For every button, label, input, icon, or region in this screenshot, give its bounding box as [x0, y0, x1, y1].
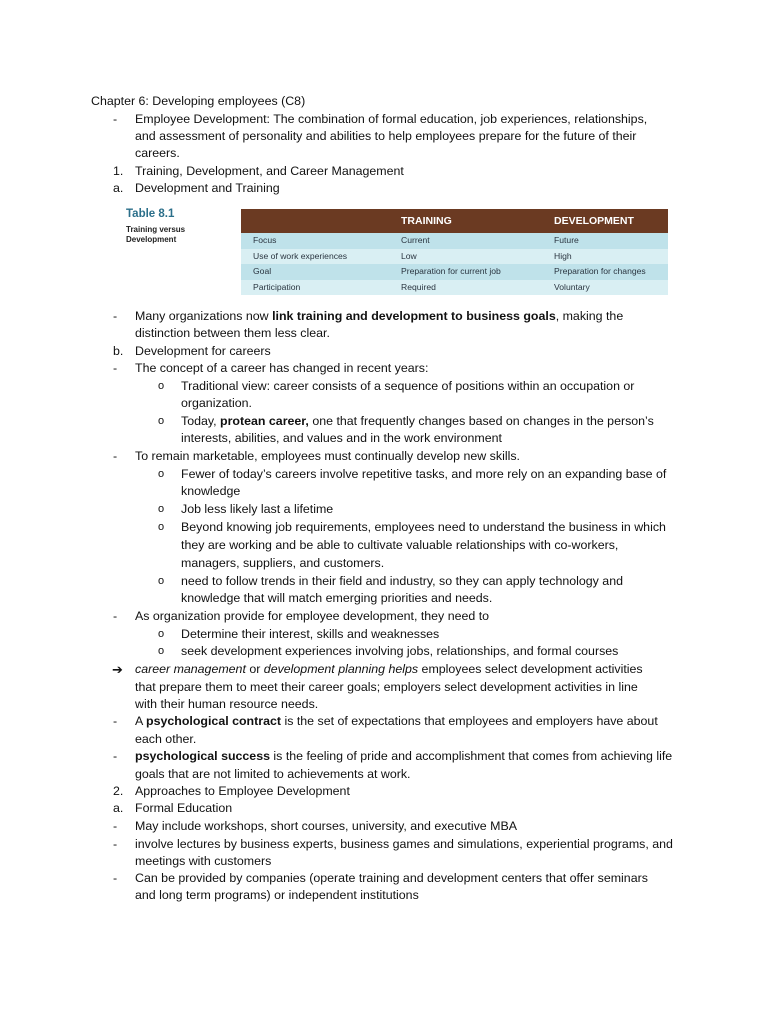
marketable-item-3-line-2: they are working and be able to cultivate valuable relationships with co-workers, — [181, 538, 619, 552]
career-concept-intro: The concept of a career has changed in recent years: — [135, 361, 429, 375]
traditional-view-line-2: organization. — [181, 396, 252, 410]
formal-education-item-2-line-2: meetings with customers — [135, 854, 272, 868]
circle-bullet: o — [158, 575, 165, 587]
table-header — [241, 209, 668, 233]
subsection-1a-title: Development and Training — [135, 181, 280, 195]
circle-bullet: o — [158, 380, 165, 392]
training-cell: Current — [401, 235, 430, 245]
training-cell: Required — [401, 281, 436, 292]
emphasis: link training and development to business goals — [272, 309, 556, 323]
row-label: Goal — [253, 266, 272, 276]
org-development-intro: As organization provide for employee development, they need to — [135, 609, 490, 623]
career-management-line-3: with their human resource needs. — [135, 697, 319, 711]
training-cell: Preparation for current job — [401, 266, 501, 276]
development-cell: High — [554, 250, 572, 261]
table-row — [241, 264, 668, 280]
arrow-icon: ➔ — [112, 662, 123, 677]
development-cell: Future — [554, 235, 579, 245]
row-label: Participation — [253, 281, 301, 292]
dash-marker: - — [113, 449, 118, 463]
circle-bullet: o — [158, 415, 165, 427]
table-title: Table 8.1 — [126, 208, 175, 220]
row-label: Focus — [253, 235, 277, 245]
emphasis: psychological contract — [146, 714, 281, 728]
formal-education-item-3-line-2: and long term programs) or independent institutions — [135, 888, 419, 902]
table-row — [241, 233, 668, 249]
training-vs-development-table — [241, 209, 668, 295]
row-label: Use of work experiences — [253, 250, 348, 261]
dash-marker: - — [113, 819, 118, 833]
formal-education-item-2-line-1: involve lectures by business experts, business games and simulations, experiential programs, and — [135, 837, 673, 851]
marketable-item-3-line-1: Beyond knowing job requirements, employees need to understand the business in which — [181, 520, 666, 534]
definition-line-2: and assessment of personality and abilities to help employees prepare for the future of their — [135, 129, 637, 143]
dash-marker: - — [113, 309, 118, 323]
dash-marker: - — [113, 112, 118, 126]
marketable-item-1-line-2: knowledge — [181, 484, 241, 498]
subsection-2a-title: Formal Education — [135, 801, 233, 815]
table-caption — [126, 207, 196, 245]
marketable-intro: To remain marketable, employees must continually develop new skills. — [135, 449, 520, 463]
career-management-line-1: career management or development planning helps employees select development activities — [135, 662, 643, 676]
marketable-item-3-line-3: managers, suppliers, and customers. — [181, 556, 385, 570]
marketable-item-4-line-1: need to follow trends in their field and industry, so they can apply technology and — [181, 574, 623, 588]
header-training: TRAINING — [401, 215, 452, 227]
psychological-success-line-2: goals that are not limited to achievements at work. — [135, 767, 411, 781]
psychological-contract-line-2: each other. — [135, 732, 197, 746]
header-development: DEVELOPMENT — [554, 215, 634, 227]
circle-bullet: o — [158, 645, 165, 657]
psychological-contract-line-1: A psychological contract is the set of expectations that employees and employers have about — [135, 714, 658, 728]
dash-marker: - — [113, 871, 118, 885]
definition-line-1: Employee Development: The combination of formal education, job experiences, relationships, — [135, 112, 648, 126]
link-training-line-1: Many organizations now link training and development to business goals, making the — [135, 309, 624, 323]
marketable-item-4-line-2: knowledge that will match emerging priorities and needs. — [181, 591, 493, 605]
training-cell: Low — [401, 250, 417, 261]
protean-career-line-1: Today, protean career, one that frequently changes based on changes in the person’s — [181, 414, 654, 428]
subsection-letter: a. — [113, 181, 124, 195]
circle-bullet: o — [158, 628, 165, 640]
section-1-title: Training, Development, and Career Management — [135, 164, 404, 178]
formal-education-item-1: May include workshops, short courses, university, and executive MBA — [135, 819, 517, 833]
circle-bullet: o — [158, 468, 165, 480]
dash-marker: - — [113, 749, 118, 763]
table-row — [241, 249, 668, 265]
table-subtitle: Training versus Development — [126, 225, 186, 244]
marketable-item-2: Job less likely last a lifetime — [181, 502, 334, 516]
dash-marker: - — [113, 361, 118, 375]
subsection-letter: a. — [113, 801, 124, 815]
subsection-letter: b. — [113, 344, 124, 358]
table-row — [241, 280, 668, 296]
development-cell: Preparation for changes — [554, 266, 646, 276]
subsection-1b-title: Development for careers — [135, 344, 271, 358]
formal-education-item-3-line-1: Can be provided by companies (operate training and development centers that offer seminars — [135, 871, 648, 885]
circle-bullet: o — [158, 503, 165, 515]
section-number: 1. — [113, 164, 124, 178]
italic-term: career management — [135, 662, 246, 676]
org-development-item-1: Determine their interest, skills and weaknesses — [181, 627, 440, 641]
career-management-line-2: that prepare them to meet their career goals; employers select development activities in line — [135, 680, 638, 694]
dash-marker: - — [113, 714, 118, 728]
definition-line-3: careers. — [135, 146, 180, 160]
section-2-title: Approaches to Employee Development — [135, 784, 350, 798]
circle-bullet: o — [158, 521, 165, 533]
protean-career-line-2: interests, abilities, and values and in the work environment — [181, 431, 502, 445]
emphasis: psychological success — [135, 749, 270, 763]
development-cell: Voluntary — [554, 281, 590, 292]
psychological-success-line-1: psychological success is the feeling of pride and accomplishment that comes from achieving life — [135, 749, 673, 763]
dash-marker: - — [113, 837, 118, 851]
italic-term: development planning helps — [263, 662, 419, 676]
section-number: 2. — [113, 784, 124, 798]
dash-marker: - — [113, 609, 118, 623]
chapter-heading: Chapter 6: Developing employees (C8) — [91, 94, 306, 108]
link-training-line-2: distinction between them less clear. — [135, 326, 330, 340]
org-development-item-2: seek development experiences involving jobs, relationships, and formal courses — [181, 644, 619, 658]
traditional-view-line-1: Traditional view: career consists of a sequence of positions within an occupation or — [181, 379, 635, 393]
emphasis: protean career, — [220, 414, 309, 428]
marketable-item-1-line-1: Fewer of today’s careers involve repetitive tasks, and more rely on an expanding base of — [181, 467, 667, 481]
